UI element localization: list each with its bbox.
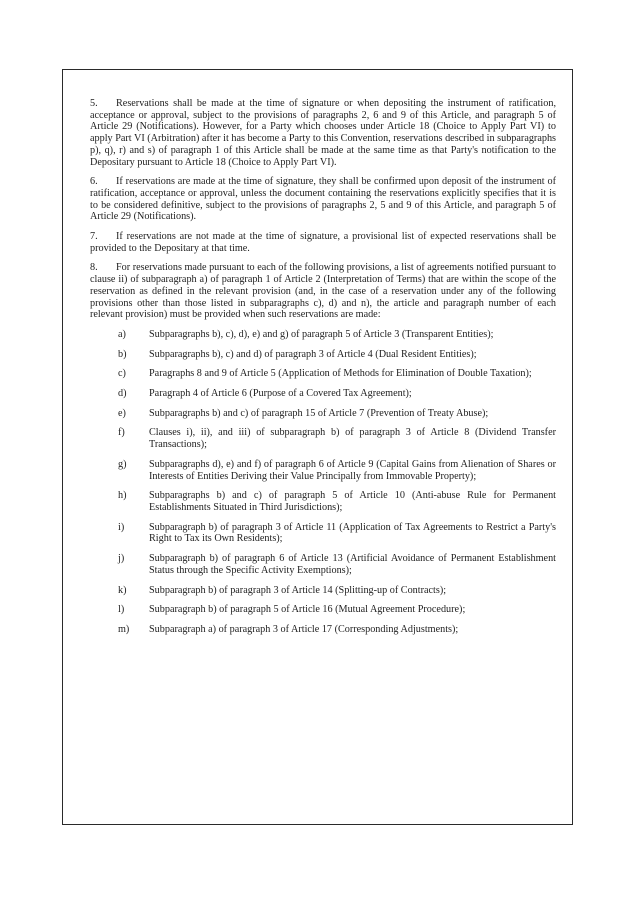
item-letter: b) — [118, 348, 127, 360]
item-letter: i) — [118, 521, 125, 533]
item-letter: h) — [118, 490, 127, 502]
paragraph-number: 6. — [90, 176, 98, 188]
list-item — [90, 490, 556, 513]
item-letter: d) — [118, 388, 127, 400]
item-text: Subparagraph b) of paragraph 6 of Article 13 (Artificial Avoidance of Permanent Establishment Status through the Specific Activity Exemptions); — [149, 553, 556, 576]
paragraph-number: 5. — [90, 98, 98, 109]
list-item — [90, 604, 556, 616]
item-letter: l) — [118, 604, 125, 616]
item-text: Subparagraph b) of paragraph 5 of Article 16 (Mutual Agreement Procedure); — [149, 604, 466, 616]
list-item — [90, 349, 556, 361]
paragraph-text: Reservations shall be made at the time of signature or when depositing the instrument of ratification, acceptance or approval, subject to the provisions of paragraphs 2, 6 and 9 of this Article, and paragraph 5 of Article 29 (Notifications). However, for a Party which chooses under Article 18 (Choice to Apply Part VI) to apply Part VI (Arbitration) after it has become a Party to this Convention, reservations described in subparagraphs p), q), r) and s) of paragraph 1 of this Article shall be made at the same time as that Party's notification to the Depositary pursuant to Article 18 (Choice to Apply Part VI). — [90, 98, 556, 168]
item-letter: j) — [118, 553, 125, 565]
item-text: Paragraph 4 of Article 6 (Purpose of a Covered Tax Agreement); — [149, 388, 412, 400]
list-item — [90, 388, 556, 400]
item-text: Subparagraphs b), c), d), e) and g) of paragraph 5 of Article 3 (Transparent Entities); — [149, 328, 494, 340]
item-text: Subparagraph b) of paragraph 3 of Article 14 (Splitting-up of Contracts); — [149, 584, 447, 596]
paragraph-text: If reservations are not made at the time of signature, a provisional list of expected reservations shall be provided to the Depositary at that time. — [90, 231, 556, 254]
list-item — [90, 522, 556, 545]
paragraph-7 — [90, 231, 556, 254]
paragraph-number: 7. — [90, 231, 98, 243]
list-item — [90, 329, 556, 341]
paragraph-6 — [90, 176, 556, 223]
paragraph-8 — [90, 262, 556, 321]
list-item — [90, 368, 556, 380]
item-text: Subparagraph a) of paragraph 3 of Article 17 (Corresponding Adjustments); — [149, 623, 459, 635]
list-item — [90, 624, 556, 636]
list-item — [90, 427, 556, 450]
list-item — [90, 585, 556, 597]
paragraph-text: If reservations are made at the time of signature, they shall be confirmed upon deposit of the instrument of ratification, acceptance or approval, unless the document containing the reservations explicitly specifies that it is to be considered definitive, subject to the provisions of paragraphs 2, 5 and 9 of this Article, and paragraph 5 of Article 29 (Notifications). — [90, 176, 556, 223]
list-item — [90, 459, 556, 482]
paragraph-text: For reservations made pursuant to each of the following provisions, a list of agreements notified pursuant to clause ii) of subparagraph a) of paragraph 1 of Article 2 (Interpretation of Terms) that are within the scope of the reservation as defined in the relevant provision (and, in the case of a reservation under any of the following provisions other than those listed in subparagraphs c), d) and n), the article and paragraph number of each relevant provision) must be provided when such reservations are made: — [90, 262, 556, 321]
paragraph-5 — [90, 98, 556, 168]
document-body — [90, 98, 556, 644]
item-letter: m) — [118, 623, 130, 635]
item-text: Clauses i), ii), and iii) of subparagraph b) of paragraph 3 of Article 8 (Dividend Transfer Transactions); — [149, 427, 556, 451]
item-text: Subparagraphs d), e) and f) of paragraph 6 of Article 9 (Capital Gains from Alienation of Shares or Interests of Entities Deriving their Value Principally from Immovable Property); — [149, 458, 556, 482]
item-text: Subparagraphs b) and c) of paragraph 15 of Article 7 (Prevention of Treaty Abuse); — [149, 407, 489, 419]
item-letter: c) — [118, 368, 126, 380]
reservation-provisions-list — [90, 329, 556, 636]
item-letter: a) — [118, 328, 126, 340]
item-letter: g) — [118, 458, 127, 470]
paragraph-number: 8. — [90, 262, 98, 274]
item-letter: k) — [118, 584, 127, 596]
item-text: Paragraphs 8 and 9 of Article 5 (Application of Methods for Elimination of Double Taxation); — [149, 368, 532, 380]
item-text: Subparagraphs b) and c) of paragraph 5 of Article 10 (Anti-abuse Rule for Permanent Establishments Situated in Third Jurisdictions); — [149, 490, 556, 513]
list-item — [90, 408, 556, 420]
list-item — [90, 553, 556, 576]
item-text: Subparagraph b) of paragraph 3 of Article 11 (Application of Tax Agreements to Restrict a Party's Right to Tax its Own Residents); — [149, 521, 556, 545]
item-letter: f) — [118, 427, 125, 439]
item-letter: e) — [118, 407, 126, 419]
item-text: Subparagraphs b), c) and d) of paragraph 3 of Article 4 (Dual Resident Entities); — [149, 348, 477, 360]
